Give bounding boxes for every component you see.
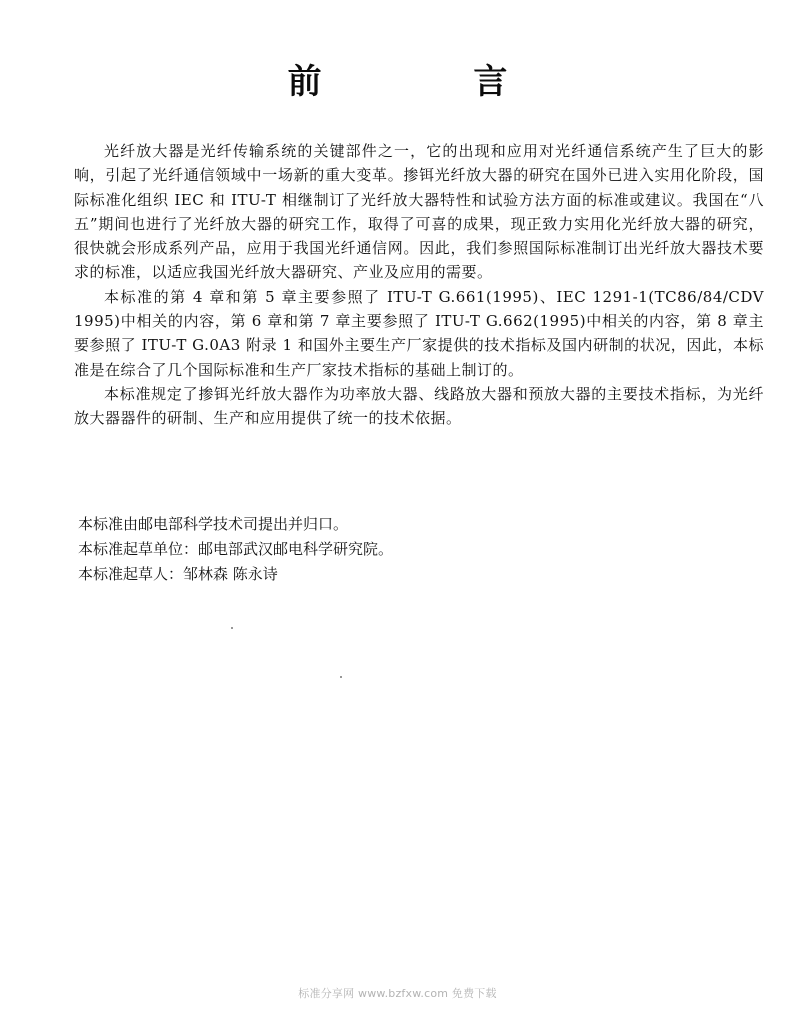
preface-paragraph-2: 本标准的第 4 章和第 5 章主要参照了 ITU-T G.661(1995)、IEC 1291-1(TC86/84/CDV 1995)中相关的内容，第 6 章和第 7 章主要参照了 ITU-T G.662(1995)中相关的内容，第 8 章主要参照了 ITU-T G.0A3 附录 1 和国外主要生产厂家提供的技术指标及国内研制的状况，因此，本标准是在综合了几个国际标准和生产厂家技术指标的基础上制订的。 (74, 287, 764, 379)
preface-paragraph-1: 光纤放大器是光纤传输系统的关键部件之一，它的出现和应用对光纤通信系统产生了巨大的影响，引起了光纤通信领域中一场新的重大变革。掺铒光纤放大器的研究在国外已进入实用化阶段，国际标准化组织 IEC 和 ITU-T 相继制订了光纤放大器特性和试验方法方面的标准或建议。我国在“八五”期间也进行了光纤放大器的研究工作，取得了可喜的成果，现正致力实用化光纤放大器的研究，很快就会形成系列产品，应用于我国光纤通信网。因此，我们参照国际标准制订出光纤放大器技术要求的标准，以适应我国光纤放大器研究、产业及应用的需要。 (74, 142, 764, 282)
preface-paragraph-3: 本标准规定了掺铒光纤放大器作为功率放大器、线路放大器和预放大器的主要技术指标，为光纤放大器器件的研制、生产和应用提供了统一的技术依据。 (74, 384, 764, 428)
page-title: 前 言 (287, 62, 578, 102)
scan-speck (340, 676, 342, 678)
drafters-line: 本标准起草人：邹林森 陈永诗 (78, 565, 278, 583)
drafting-unit-line: 本标准起草单位：邮电部武汉邮电科学研究院。 (78, 540, 394, 558)
preface-body (74, 139, 764, 431)
footer-watermark: 标准分享网 www.bzfxw.com 免费下载 (298, 987, 497, 1000)
scan-speck (231, 627, 233, 629)
proposer-line: 本标准由邮电部科学技术司提出并归口。 (78, 515, 349, 533)
standard-info (78, 512, 698, 587)
